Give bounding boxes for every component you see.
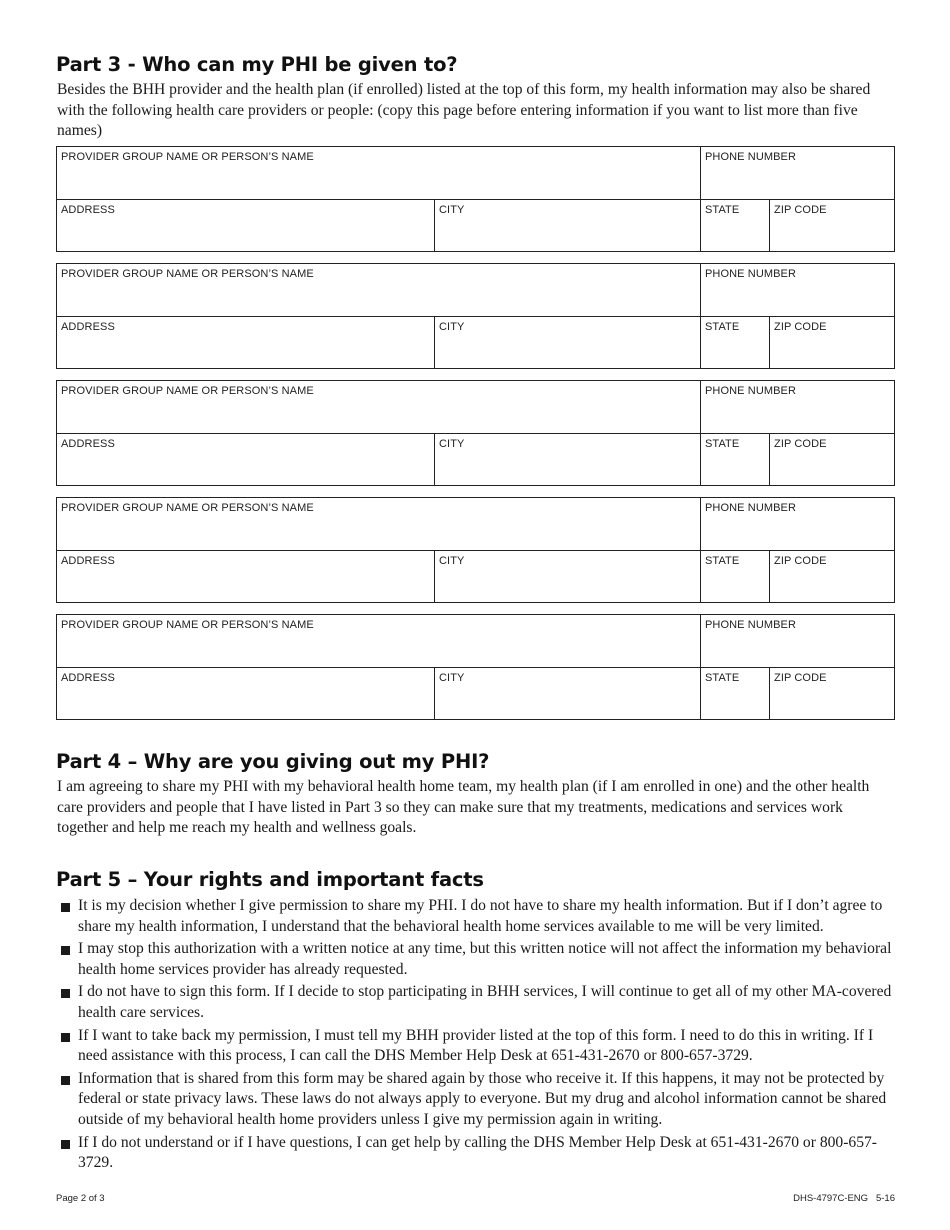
page-number: Page 2 of 3 <box>56 1193 105 1204</box>
provider-block <box>56 146 895 252</box>
part3-intro: Besides the BHH provider and the health plan (if enrolled) listed at the top of this form, my health information may also be shared with the following health care providers or people: (copy this page before entering information if you want to list more than five names) <box>57 81 871 140</box>
part5-heading: Part 5 – Your rights and important facts <box>56 868 484 891</box>
phone-number-field[interactable]: PHONE NUMBER <box>700 498 894 550</box>
provider-block <box>56 263 895 369</box>
address-field[interactable]: ADDRESS <box>57 199 434 251</box>
list-item: If I want to take back my permission, I must tell my BHH provider listed at the top of this form. I need to do this in writing. If I need assistance with this process, I can call the DHS Member Help Desk at 651-431-2670 or 800-657-3729. <box>58 1026 896 1067</box>
square-bullet-icon <box>61 989 70 998</box>
list-item: It is my decision whether I give permission to share my PHI. I do not have to share my health information. But if I don’t agree to share my health information, I understand that the behavioral health home services available to me will be very limited. <box>58 896 896 937</box>
list-item: Information that is shared from this form may be shared again by those who receive it. If this happens, it may not be protected by federal or state privacy laws. These laws do not always apply to everyone. But my drug and alcohol information cannot be shared outside of my behavioral health home providers unless I give my permission again in writing. <box>58 1069 896 1131</box>
square-bullet-icon <box>61 903 70 912</box>
address-field[interactable]: ADDRESS <box>57 550 434 602</box>
zip-code-field[interactable]: ZIP CODE <box>769 550 894 602</box>
address-field[interactable]: ADDRESS <box>57 433 434 485</box>
phone-number-field[interactable]: PHONE NUMBER <box>700 147 894 199</box>
provider-block <box>56 380 895 486</box>
provider-name-field[interactable]: PROVIDER GROUP NAME OR PERSON’S NAME <box>61 268 314 280</box>
phone-number-field[interactable]: PHONE NUMBER <box>700 381 894 433</box>
city-field[interactable]: CITY <box>434 199 700 251</box>
city-field[interactable]: CITY <box>434 433 700 485</box>
zip-code-field[interactable]: ZIP CODE <box>769 667 894 719</box>
provider-name-field[interactable]: PROVIDER GROUP NAME OR PERSON’S NAME <box>61 385 314 397</box>
square-bullet-icon <box>61 1033 70 1042</box>
city-field[interactable]: CITY <box>434 316 700 368</box>
state-field[interactable]: STATE <box>700 199 769 251</box>
zip-code-field[interactable]: ZIP CODE <box>769 316 894 368</box>
provider-block <box>56 497 895 603</box>
form-id: DHS-4797C-ENG 5-16 <box>793 1193 895 1204</box>
phone-number-field[interactable]: PHONE NUMBER <box>700 264 894 316</box>
part3-heading: Part 3 - Who can my PHI be given to? <box>56 53 458 76</box>
state-field[interactable]: STATE <box>700 433 769 485</box>
phone-number-field[interactable]: PHONE NUMBER <box>700 615 894 667</box>
list-item: If I do not understand or if I have questions, I can get help by calling the DHS Member Help Desk at 651-431-2670 or 800-657-3729. <box>58 1133 896 1174</box>
rights-list <box>58 896 896 1176</box>
state-field[interactable]: STATE <box>700 316 769 368</box>
city-field[interactable]: CITY <box>434 550 700 602</box>
square-bullet-icon <box>61 1076 70 1085</box>
address-field[interactable]: ADDRESS <box>57 667 434 719</box>
part4-heading: Part 4 – Why are you giving out my PHI? <box>56 750 490 773</box>
zip-code-field[interactable]: ZIP CODE <box>769 199 894 251</box>
provider-name-field[interactable]: PROVIDER GROUP NAME OR PERSON’S NAME <box>61 619 314 631</box>
address-field[interactable]: ADDRESS <box>57 316 434 368</box>
city-field[interactable]: CITY <box>434 667 700 719</box>
square-bullet-icon <box>61 1140 70 1149</box>
provider-name-field[interactable]: PROVIDER GROUP NAME OR PERSON’S NAME <box>61 502 314 514</box>
list-item: I do not have to sign this form. If I decide to stop participating in BHH services, I will continue to get all of my other MA-covered health care services. <box>58 982 896 1023</box>
square-bullet-icon <box>61 946 70 955</box>
state-field[interactable]: STATE <box>700 667 769 719</box>
part4-text: I am agreeing to share my PHI with my behavioral health home team, my health plan (if I am enrolled in one) and the other health care providers and people that I have listed in Part 3 so they can make sure that my treatments, medications and services work together and help me reach my health and wellness goals. <box>57 778 870 837</box>
state-field[interactable]: STATE <box>700 550 769 602</box>
list-item: I may stop this authorization with a written notice at any time, but this written notice will not affect the information my behavioral health home services provider has already requested. <box>58 939 896 980</box>
provider-block <box>56 614 895 720</box>
provider-name-field[interactable]: PROVIDER GROUP NAME OR PERSON’S NAME <box>61 151 314 163</box>
zip-code-field[interactable]: ZIP CODE <box>769 433 894 485</box>
